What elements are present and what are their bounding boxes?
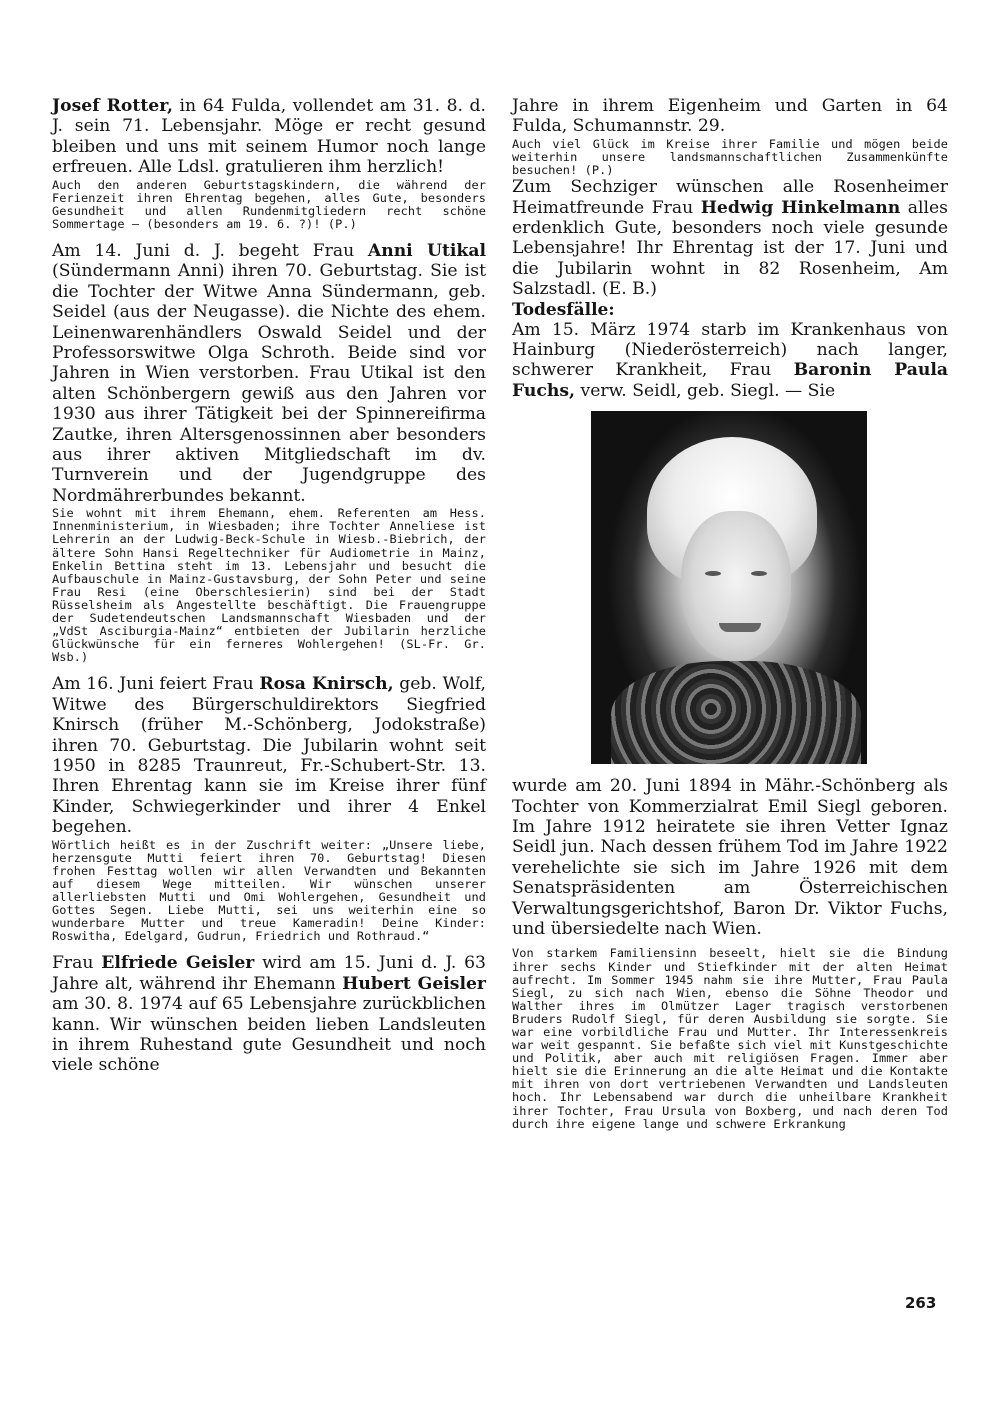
geisler-note: Auch viel Glück im Kreise ihrer Familie und mögen beide weiterhin unsere landsmannschaftlichen Zusammenkünfte besuchen! (P.): [512, 136, 948, 177]
geisler-continuation: Jahre in ihrem Eigenheim und Garten in 64 Fulda, Schumannstr. 29.: [512, 96, 948, 137]
fuchs-note: Von starkem Familiensinn beseelt, hielt sie die Bindung ihrer sechs Kinder und Stiefkinder mit der alten Heimat aufrecht. Im Sommer 1945 nahm sie ihre Mutter, Frau Paula Siegl, zu sich nach Wien, ebenso die Söhne Theodor und Walther ihres im Olmützer Lager tragisch verstorbenen Bruders Rudolf Siegl, für deren Ausbildung sie sorgte. Sie war eine vorbildliche Frau und Mutter. Ihr Interessenkreis war weit gespannt. Sie befaßte sich viel mit Kunstgeschichte und Politik, aber auch mit religiösen Fragen. Immer aber hielt sie die Erinnerung an die alte Heimat und die Kontakte mit ihren von dort vertriebenen Verwandten und Landsleuten hoch. Ihr Lebensabend war durch die unheilbare Krankheit ihrer Tochter, Frau Ursula von Boxberg, und nach deren Tod durch ihre eigene lange und schwere Erkrankung: [512, 946, 948, 1131]
person-name: Elfriede Geisler: [101, 953, 255, 974]
portrait-mouth: [719, 623, 761, 632]
utikal-note: Sie wohnt mit ihrem Ehemann, ehem. Referenten am Hess. Innenministerium, in Wiesbaden; ihre Tochter Anneliese ist Lehrerin an der Ludwig-Beck-Schule in Wiesb.-Biebrich, der ältere Sohn Hansi Regeltechniker für Audiometrie in Mainz, Enkelin Bettina steht im 13. Lebensjahr und besucht die Aufbauschule in Mainz-Gustavsburg, der Sohn Peter und seine Frau Resi (eine Oberschlesierin) sind bei der Stadt Rüsselsheim als Angestellte beschäftigt. Die Frauengruppe der Sudetendeutschen Landsmannschaft Wiesbaden und der „VdSt Asciburgia-Mainz“ entbieten der Jubilarin herzliche Glückwünsche für ein ferneres Wohlergehen! (SL-Fr. Gr. Wsb.): [52, 506, 486, 665]
hinkelmann-paragraph: Zum Sechziger wünschen alle Rosenheimer Heimatfreunde Frau Hedwig Hinkelmann alles erdenklich Gute, besonders noch viele gesunde Lebensjahre! Ihr Ehrentag ist der 17. Juni und die Jubilarin wohnt in 82 Rosenheim, Am Salzstadl. (E. B.): [512, 177, 948, 300]
page-number: 263: [905, 1294, 937, 1312]
knirsch-note: Wörtlich heißt es in der Zuschrift weiter: „Unsere liebe, herzensgute Mutti feiert ihren 70. Geburtstag! Diesen frohen Festtag wollen wir allen Verwandten und Bekannten auf diesem Wege mitteilen. Wir wünschen unserer allerliebsten Mutti und Omi Wohlergehen, Gesundheit und Gottes Segen. Liebe Mutti, sei uns weiterhin eine so wunderbare Mutter und treue Kameradin! Deine Kinder: Roswitha, Edelgard, Gudrun, Friedrich und Rothraud.“: [52, 837, 486, 944]
person-name: Josef Rotter,: [52, 96, 173, 116]
person-name: Rosa Knirsch,: [259, 674, 394, 695]
person-name: Baronin Paula Fuchs,: [512, 360, 949, 401]
person-name: Hedwig Hinkelmann: [700, 197, 901, 218]
geisler-paragraph: Frau Elfriede Geisler wird am 15. Juni d. J. 63 Jahre alt, während ihr Ehemann Hubert Geisler am 30. 8. 1974 auf 65 Lebensjahre zurückblichen kann. Wir wünschen beiden lieben Landsleuten in ihrem Ruhestand gute Gesundheit und noch viele schöne: [52, 953, 486, 1076]
portrait-dress: [611, 661, 861, 764]
person-name: Hubert Geisler: [342, 973, 486, 994]
section-heading-deaths: Todesfälle:: [512, 299, 615, 320]
rotter-note: Auch den anderen Geburtstagskindern, die während der Ferienzeit ihren Ehrentag begehen, alles Gute, besonders Gesundheit und allen Rundenmitgliedern recht schöne Sommertage — (besonders am 19. 6. ?)! (P.): [52, 177, 486, 231]
knirsch-paragraph: Am 16. Juni feiert Frau Rosa Knirsch, geb. Wolf, Witwe des Bürgerschuldirektors Siegfried Knirsch (früher M.-Schönberg, Jodokstraße) ihren 70. Geburtstag. Die Jubilarin wohnt seit 1950 in 8285 Traunreut, Fr.-Schubert-Str. 13. Ihren Ehrentag kann sie im Kreise ihrer fünf Kinder, Schwiegerkinder und ihrer 4 Enkel begehen.: [52, 674, 487, 838]
right-column: [512, 96, 948, 1131]
fuchs-paragraph: Am 15. März 1974 starb im Krankenhaus von Hainburg (Niederösterreich) nach langer, schwerer Krankheit, Frau Baronin Paula Fuchs, verw. Seidl, geb. Siegl. — Sie: [512, 319, 949, 401]
rotter-paragraph: Josef Rotter, in 64 Fulda, vollendet am 31. 8. d. J. sein 71. Lebensjahr. Möge er recht gesund bleiben und uns mit seinem Humor noch lange erfreuen. Alle Ldsl. gratulieren ihm herzlich!: [52, 96, 486, 178]
left-column: [52, 96, 486, 1076]
person-name: Anni Utikal: [367, 241, 486, 261]
portrait-face: [681, 511, 791, 661]
fuchs-continuation: wurde am 20. Juni 1894 in Mähr.-Schönberg als Tochter von Kommerzialrat Emil Siegl geboren. Im Jahre 1912 heiratete sie ihren Vetter Ignaz Seidl jun. Nach dessen frühem Tod im Jahre 1922 verehelichte sie sich im Jahre 1926 mit dem Senatspräsidenten am Österreichischen Verwaltungsgerichtshof, Baron Dr. Viktor Fuchs, und übersiedelte nach Wien.: [512, 776, 948, 939]
portrait-photo: [591, 411, 867, 764]
utikal-paragraph: Am 14. Juni d. J. begeht Frau Anni Utikal (Sündermann Anni) ihren 70. Geburtstag. Sie ist die Tochter der Witwe Anna Sündermann, geb. Seidel (aus der Neugasse). die Nichte des ehem. Leinenwarenhändlers Oswald Seidel und der Professorswitwe Olga Schroth. Beide sind vor Jahren in Wien verstorben. Frau Utikal ist den alten Schönbergern gewiß aus den Jahren vor 1930 aus ihrer Tätigkeit bei der Spinnereifirma Zautke, ihren Altersgenossinnen aber besonders aus ihrer aktiven Mitgliedschaft im dv. Turnverein und der Jugendgruppe des Nordmährerbundes bekannt.: [52, 241, 486, 506]
